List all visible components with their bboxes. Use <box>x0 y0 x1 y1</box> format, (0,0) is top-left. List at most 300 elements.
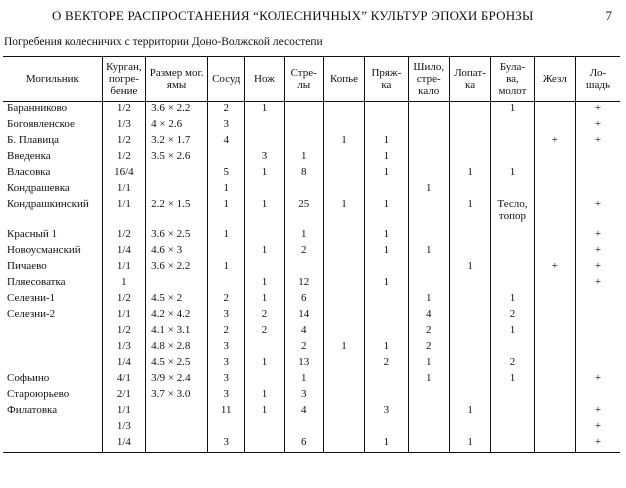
table-cell <box>408 150 449 166</box>
column-header: Була- ва, молот <box>491 57 534 102</box>
table-cell <box>449 372 490 388</box>
table-cell: 2 <box>208 292 245 308</box>
table-cell: + <box>575 198 620 228</box>
table-cell <box>534 340 575 356</box>
column-header: Могильник <box>3 57 102 102</box>
table-cell: + <box>575 260 620 276</box>
table-cell: 1 <box>208 198 245 228</box>
site-name-cell: Пичаево <box>7 260 47 272</box>
table-cell: 2 <box>491 308 534 324</box>
table-cell <box>245 134 284 150</box>
table-cell: 1/1 <box>102 182 145 198</box>
table-cell <box>208 150 245 166</box>
table-cell <box>491 404 534 420</box>
table-cell <box>408 228 449 244</box>
table-cell: 1 <box>245 356 284 372</box>
table-row <box>3 102 620 119</box>
table-cell <box>575 166 620 182</box>
column-header: Лопат- ка <box>449 57 490 102</box>
table-cell: 3.6 × 2.2 <box>146 102 208 119</box>
site-name-cell <box>3 340 102 356</box>
table-cell <box>491 150 534 166</box>
table-cell: 1 <box>245 198 284 228</box>
table-cell: 1 <box>365 244 408 260</box>
table-cell <box>449 324 490 340</box>
table-cell: 1 <box>449 260 490 276</box>
table-cell: + <box>534 134 575 150</box>
table-row <box>3 150 620 166</box>
table-cell: 1 <box>284 228 323 244</box>
table-cell <box>491 260 534 276</box>
column-header: Шило, стре- кало <box>408 57 449 102</box>
table-row <box>3 340 620 356</box>
table-cell <box>534 102 575 119</box>
table-cell: 1 <box>245 244 284 260</box>
site-name-cell: Софьино <box>7 372 50 384</box>
table-cell: 1/2 <box>102 324 145 340</box>
table-cell <box>408 388 449 404</box>
site-name-cell: Староюрьево <box>7 388 70 400</box>
table-cell: 1 <box>408 182 449 198</box>
table-cell <box>449 340 490 356</box>
table-cell: 4 <box>408 308 449 324</box>
table-cell <box>365 260 408 276</box>
table-cell: 3.5 × 2.6 <box>146 150 208 166</box>
table-cell: 1 <box>208 228 245 244</box>
table-cell <box>408 276 449 292</box>
table-cell: 1 <box>408 372 449 388</box>
table-cell: 1 <box>365 198 408 228</box>
table-cell <box>323 404 364 420</box>
table-cell: + <box>575 404 620 420</box>
table-cell: 5 <box>208 166 245 182</box>
column-header: Жезл <box>534 57 575 102</box>
burials-table <box>3 56 620 453</box>
table-cell: 4 × 2.6 <box>146 118 208 134</box>
table-row <box>3 260 620 276</box>
table-cell: 3.6 × 2.5 <box>146 228 208 244</box>
table-cell <box>491 436 534 453</box>
table-cell: 1 <box>323 198 364 228</box>
table-cell <box>449 182 490 198</box>
table-cell: 1 <box>245 388 284 404</box>
table-cell <box>208 244 245 260</box>
table-cell: 2 <box>245 308 284 324</box>
site-name-cell <box>3 356 102 372</box>
table-cell: 3 <box>208 436 245 453</box>
table-cell: 3/9 × 2.4 <box>146 372 208 388</box>
table-cell: 1/4 <box>102 356 145 372</box>
table-cell <box>534 308 575 324</box>
table-cell <box>491 118 534 134</box>
table-cell: 4.5 × 2.5 <box>146 356 208 372</box>
table-cell <box>534 198 575 228</box>
table-cell <box>408 134 449 150</box>
table-cell <box>534 420 575 436</box>
table-cell <box>284 260 323 276</box>
table-cell: 1 <box>365 150 408 166</box>
table-row <box>3 182 620 198</box>
table-row <box>3 404 620 420</box>
site-name-cell <box>3 324 102 340</box>
table-cell: 6 <box>284 292 323 308</box>
table-cell <box>449 292 490 308</box>
table-row <box>3 388 620 404</box>
table-cell <box>323 150 364 166</box>
header-row <box>3 57 620 102</box>
table-cell <box>146 182 208 198</box>
table-body <box>3 102 620 453</box>
site-name-cell: Введенка <box>7 150 51 162</box>
table-row <box>3 372 620 388</box>
table-cell <box>575 340 620 356</box>
table-cell <box>365 102 408 119</box>
table-cell <box>323 260 364 276</box>
table-row <box>3 244 620 260</box>
site-name-cell: Филатовка <box>7 404 58 416</box>
table-cell <box>491 134 534 150</box>
table-cell: 1 <box>245 166 284 182</box>
table-cell <box>245 340 284 356</box>
table-cell: 3 <box>208 356 245 372</box>
table-cell <box>146 276 208 292</box>
table-cell: 1 <box>245 276 284 292</box>
table-cell: 1/1 <box>102 308 145 324</box>
table-cell: 1 <box>208 260 245 276</box>
table-cell <box>365 308 408 324</box>
table-cell: 1 <box>491 372 534 388</box>
table-cell <box>534 166 575 182</box>
table-cell: 1 <box>323 134 364 150</box>
table-cell <box>575 388 620 404</box>
table-cell: 4.5 × 2 <box>146 292 208 308</box>
table-cell <box>323 102 364 119</box>
table-cell: 12 <box>284 276 323 292</box>
table-cell: 1 <box>245 404 284 420</box>
table-cell: 8 <box>284 166 323 182</box>
table-cell <box>575 308 620 324</box>
table-cell: 2 <box>491 356 534 372</box>
table-cell: 3.6 × 2.2 <box>146 260 208 276</box>
table-cell: + <box>575 102 620 119</box>
table-cell: + <box>575 134 620 150</box>
table-cell <box>245 228 284 244</box>
site-name-cell: Баранниково <box>7 102 68 114</box>
table-cell: + <box>575 372 620 388</box>
table-cell <box>323 388 364 404</box>
site-name-cell: Кондрашевка <box>7 182 70 194</box>
table-cell <box>575 356 620 372</box>
table-cell: + <box>575 276 620 292</box>
table-row <box>3 420 620 436</box>
table-cell: 1/1 <box>102 198 145 228</box>
table-cell <box>534 372 575 388</box>
table-cell: 1 <box>491 166 534 182</box>
site-name-cell: Селезни-2 <box>7 308 56 320</box>
table-cell: 1 <box>491 324 534 340</box>
table-cell: + <box>575 244 620 260</box>
table-cell <box>534 388 575 404</box>
table-cell: 1/4 <box>102 436 145 453</box>
table-cell <box>365 292 408 308</box>
table-cell: Тесло, топор <box>491 198 534 228</box>
table-cell <box>408 166 449 182</box>
table-cell: 4/1 <box>102 372 145 388</box>
table-row <box>3 356 620 372</box>
table-cell: 2 <box>408 324 449 340</box>
site-name-cell <box>3 420 102 436</box>
site-name-cell: Б. Плавица <box>7 134 59 146</box>
table-cell: 3 <box>208 308 245 324</box>
table-cell: 4 <box>284 404 323 420</box>
table-row <box>3 134 620 150</box>
table-cell <box>491 244 534 260</box>
table-cell: 1/2 <box>102 150 145 166</box>
column-header: Ло- шадь <box>575 57 620 102</box>
table-cell <box>575 292 620 308</box>
table-row <box>3 118 620 134</box>
table-cell <box>323 308 364 324</box>
table-cell: 3 <box>208 340 245 356</box>
table-cell: + <box>534 260 575 276</box>
table-cell: 14 <box>284 308 323 324</box>
table-row <box>3 276 620 292</box>
table-cell: 13 <box>284 356 323 372</box>
table-cell: + <box>575 118 620 134</box>
site-name-cell: Богоявленское <box>7 118 75 130</box>
table-row <box>3 228 620 244</box>
table-cell <box>534 404 575 420</box>
table-cell: 1/4 <box>102 244 145 260</box>
table-cell <box>284 134 323 150</box>
table-cell: 1 <box>365 134 408 150</box>
table-cell <box>408 436 449 453</box>
table-cell <box>534 228 575 244</box>
table-cell: 4.2 × 4.2 <box>146 308 208 324</box>
table-row <box>3 308 620 324</box>
table-cell <box>534 118 575 134</box>
table-cell <box>323 166 364 182</box>
table-cell <box>146 404 208 420</box>
table-cell <box>245 118 284 134</box>
table-cell: + <box>575 228 620 244</box>
table-cell <box>449 228 490 244</box>
table-cell <box>491 228 534 244</box>
table-cell <box>491 388 534 404</box>
site-name-cell: Новоусманский <box>7 244 81 256</box>
site-name-cell: Селезни-1 <box>7 292 56 304</box>
table-cell <box>284 102 323 119</box>
site-name-cell: Красный 1 <box>7 228 58 240</box>
table-cell: 2.2 × 1.5 <box>146 198 208 228</box>
table-cell <box>284 182 323 198</box>
table-cell: 1/1 <box>102 260 145 276</box>
table-cell <box>408 404 449 420</box>
table-cell: 3 <box>365 404 408 420</box>
table-cell: 3 <box>208 118 245 134</box>
table-cell <box>449 118 490 134</box>
column-header: Стре- лы <box>284 57 323 102</box>
table-cell <box>408 420 449 436</box>
table-cell: 2 <box>245 324 284 340</box>
table-cell <box>365 372 408 388</box>
table-cell <box>323 356 364 372</box>
running-title: О ВЕКТОРЕ РАСПРОСТАНЕНИЯ “КОЛЕСНИЧНЫХ” КУЛЬТУР ЭПОХИ БРОНЗЫ <box>52 8 534 23</box>
table-cell: 3.7 × 3.0 <box>146 388 208 404</box>
table-cell: 2 <box>284 340 323 356</box>
table-cell <box>323 276 364 292</box>
table-cell <box>365 324 408 340</box>
table-cell: 2 <box>408 340 449 356</box>
table-cell: 1 <box>449 436 490 453</box>
table-cell: 1 <box>408 292 449 308</box>
table-cell <box>449 308 490 324</box>
table-cell <box>449 134 490 150</box>
table-cell <box>323 420 364 436</box>
table-cell <box>534 436 575 453</box>
table-cell: 1/3 <box>102 420 145 436</box>
table-cell: 25 <box>284 198 323 228</box>
table-cell: 1 <box>365 436 408 453</box>
table-cell <box>449 388 490 404</box>
table-cell: 11 <box>208 404 245 420</box>
table-cell <box>365 118 408 134</box>
table-cell <box>449 244 490 260</box>
table-cell: 1 <box>284 150 323 166</box>
column-header: Пряж- ка <box>365 57 408 102</box>
table-cell <box>146 436 208 453</box>
table-cell <box>365 388 408 404</box>
table-row <box>3 436 620 453</box>
table-cell <box>534 276 575 292</box>
site-name-cell: Власовка <box>7 166 51 178</box>
table-cell <box>245 420 284 436</box>
table-cell: 1 <box>284 372 323 388</box>
table-cell <box>245 436 284 453</box>
table-cell <box>408 118 449 134</box>
table-cell <box>491 340 534 356</box>
table-cell: 1 <box>408 244 449 260</box>
table-cell <box>575 150 620 166</box>
table-cell <box>575 182 620 198</box>
table-cell <box>323 292 364 308</box>
table-cell <box>323 372 364 388</box>
table-cell <box>245 182 284 198</box>
table-cell: 1 <box>365 228 408 244</box>
page-number: 7 <box>605 8 612 23</box>
table-header <box>3 57 620 102</box>
table-cell: 1 <box>449 404 490 420</box>
table-cell: 1 <box>491 102 534 119</box>
table-cell <box>491 182 534 198</box>
table-cell: 1 <box>245 292 284 308</box>
table-cell <box>491 276 534 292</box>
table-cell <box>534 182 575 198</box>
table-cell: + <box>575 436 620 453</box>
table-cell <box>449 150 490 166</box>
table-cell: 1/2 <box>102 228 145 244</box>
table-cell: 16/4 <box>102 166 145 182</box>
table-cell <box>408 260 449 276</box>
table-cell: 2 <box>365 356 408 372</box>
table-cell: 3.2 × 1.7 <box>146 134 208 150</box>
table-cell: 1 <box>449 198 490 228</box>
table-cell: 1 <box>365 276 408 292</box>
table-cell: 2 <box>208 324 245 340</box>
table-cell <box>284 420 323 436</box>
table-caption: Погребения колесничих с территории Доно-Волжской лесостепи <box>4 36 323 48</box>
table-cell: 1 <box>245 102 284 119</box>
column-header: Размер мог. ямы <box>146 57 208 102</box>
table-cell: 3 <box>284 388 323 404</box>
column-header: Копье <box>323 57 364 102</box>
table-cell: 1 <box>323 340 364 356</box>
table-cell <box>534 150 575 166</box>
table-cell <box>408 198 449 228</box>
table-cell <box>245 372 284 388</box>
table-cell: 1 <box>365 166 408 182</box>
table-cell: 1/1 <box>102 404 145 420</box>
table-cell <box>449 276 490 292</box>
table-cell <box>534 292 575 308</box>
site-name-cell: Пляесоватка <box>7 276 66 288</box>
table-cell <box>449 356 490 372</box>
table-cell <box>323 244 364 260</box>
site-name-cell: Кондрашкинский <box>7 198 89 210</box>
table-cell <box>323 118 364 134</box>
table-cell: 4.6 × 3 <box>146 244 208 260</box>
table-cell <box>534 244 575 260</box>
table-cell <box>534 356 575 372</box>
column-header: Нож <box>245 57 284 102</box>
table-cell <box>146 420 208 436</box>
table-cell: 1 <box>408 356 449 372</box>
page-header <box>0 8 626 26</box>
table-cell: 2/1 <box>102 388 145 404</box>
table-cell: 1 <box>102 276 145 292</box>
table-row <box>3 166 620 182</box>
table-cell: 4.8 × 2.8 <box>146 340 208 356</box>
table-cell: + <box>575 420 620 436</box>
table-cell: 2 <box>208 102 245 119</box>
table-cell <box>208 420 245 436</box>
table-cell <box>323 228 364 244</box>
table-cell <box>323 324 364 340</box>
table-cell: 2 <box>284 244 323 260</box>
table-cell: 4 <box>208 134 245 150</box>
site-name-cell <box>3 436 102 453</box>
table-cell <box>534 324 575 340</box>
table-cell: 1 <box>208 182 245 198</box>
table-cell: 1 <box>449 166 490 182</box>
table-cell <box>365 182 408 198</box>
table-cell <box>575 324 620 340</box>
table-cell <box>323 436 364 453</box>
table-cell <box>491 420 534 436</box>
table-cell: 1 <box>491 292 534 308</box>
table-cell: 1/2 <box>102 102 145 119</box>
table-cell: 1/3 <box>102 118 145 134</box>
table-cell: 6 <box>284 436 323 453</box>
table-cell: 4.1 × 3.1 <box>146 324 208 340</box>
table-cell: 4 <box>284 324 323 340</box>
column-header: Сосуд <box>208 57 245 102</box>
table-cell <box>365 420 408 436</box>
table-cell: 1/2 <box>102 134 145 150</box>
table-cell <box>284 118 323 134</box>
table-cell <box>146 166 208 182</box>
table-cell: 3 <box>245 150 284 166</box>
